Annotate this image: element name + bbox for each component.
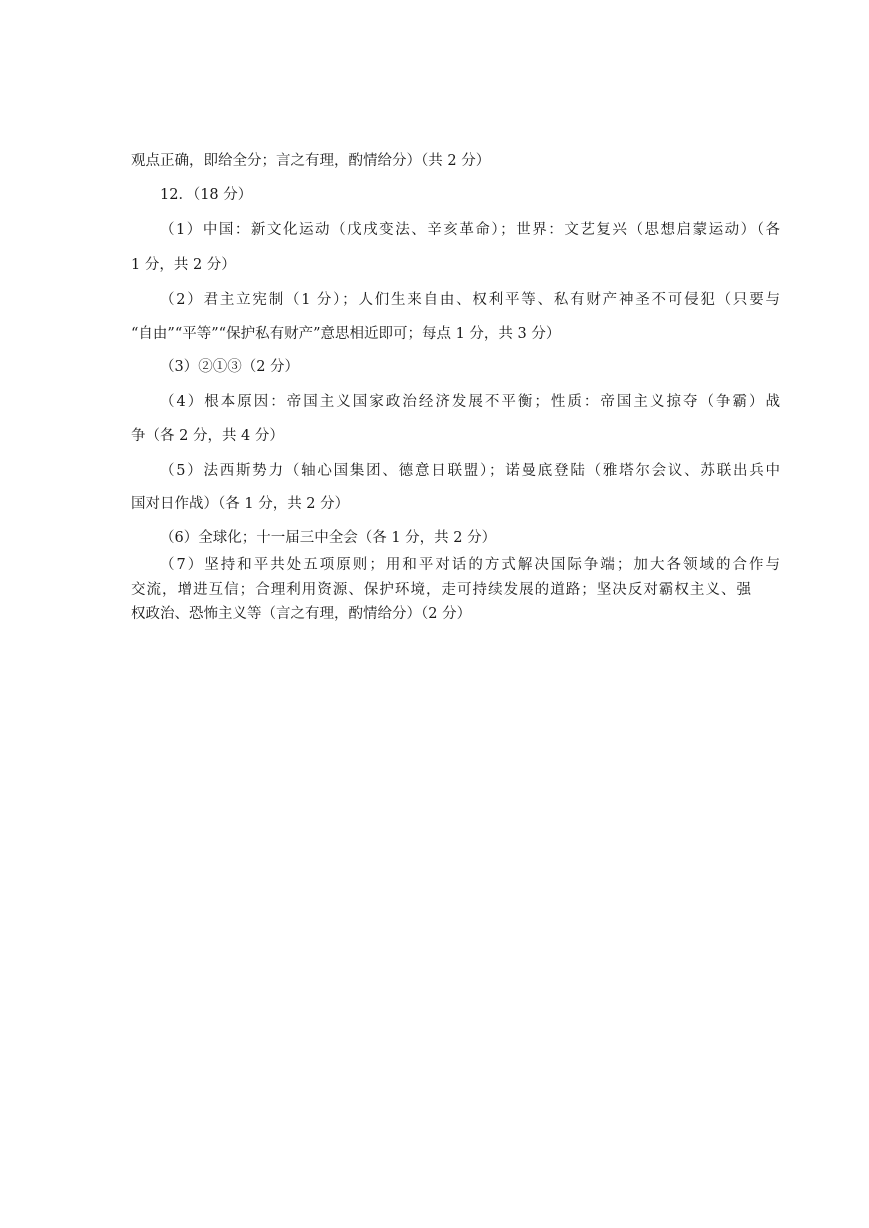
answer-line: 1 分，共 2 分） bbox=[131, 257, 236, 273]
answer-line: “自由”“平等”“保护私有财产”意思相近即可；每点 1 分，共 3 分） bbox=[131, 326, 561, 342]
answer-line: （5）法西斯势力（轴心国集团、德意日联盟）；诺曼底登陆（雅塔尔会议、苏联出兵中 bbox=[160, 463, 780, 479]
answer-line: 交流，增进互信；合理利用资源、保护环境，走可持续发展的道路；坚决反对霸权主义、强 bbox=[131, 582, 751, 598]
question-heading: 12．（18 分） bbox=[160, 187, 253, 203]
answer-line: 争（各 2 分，共 4 分） bbox=[131, 428, 284, 444]
answer-line: （4）根本原因：帝国主义国家政治经济发展不平衡；性质：帝国主义掠夺（争霸）战 bbox=[160, 394, 780, 410]
answer-line: （6）全球化；十一届三中全会（各 1 分，共 2 分） bbox=[160, 530, 497, 546]
text-line: 观点正确，即给全分；言之有理，酌情给分）（共 2 分） bbox=[131, 153, 491, 169]
answer-line: （1）中国：新文化运动（戊戌变法、辛亥革命）；世界：文艺复兴（思想启蒙运动）（各 bbox=[160, 222, 780, 238]
answer-line: （3）②①③（2 分） bbox=[160, 359, 300, 375]
answer-line: （7）坚持和平共处五项原则；用和平对话的方式解决国际争端；加大各领域的合作与 bbox=[160, 557, 780, 573]
answer-line: 国对日作战）（各 1 分，共 2 分） bbox=[131, 496, 350, 512]
answer-line: 权政治、恐怖主义等（言之有理，酌情给分）（2 分） bbox=[131, 606, 472, 622]
answer-line: （2）君主立宪制（1 分）；人们生来自由、权利平等、私有财产神圣不可侵犯（只要与 bbox=[160, 292, 780, 308]
